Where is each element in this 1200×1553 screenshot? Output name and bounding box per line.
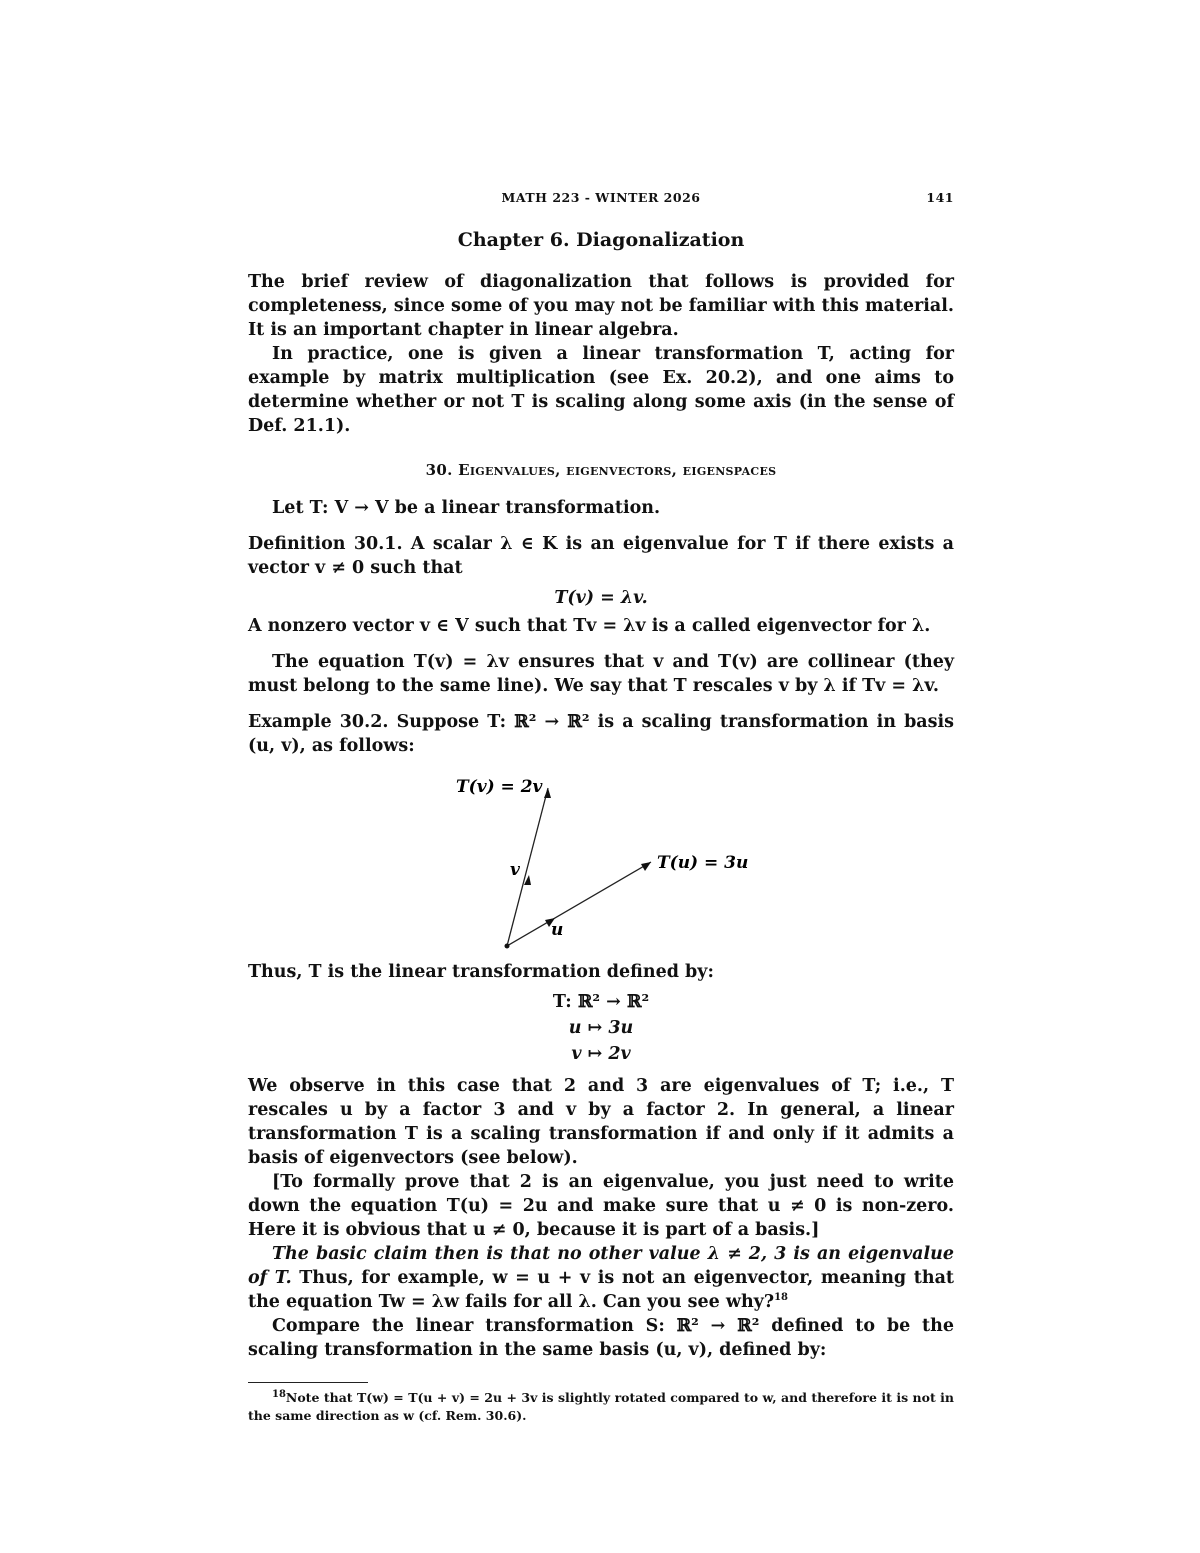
footnote: [248, 1389, 954, 1425]
basic-claim: The basic claim then is that no other value λ ≠ 2, 3 is an eigenvalue of T.: [248, 1244, 954, 1288]
footnote-text: Note that T(w) = T(u + v) = 2u + 3v is slightly rotated compared to w, and therefore it is not in the same direction as w (cf. Rem. 30.6).: [248, 1390, 954, 1423]
remark-paragraph: The equation T(v) = λv ensures that v and T(v) are collinear (they must belong to the same line). We say that T rescales v by λ if Tv = λv.: [248, 652, 954, 696]
running-title: MATH 223 - WINTER 2026: [501, 190, 701, 205]
basic-claim-rest: Thus, for example, w = u + v is not an eigenvector, meaning that the equation Tw = λw fails for all λ. Can you see why?: [248, 1268, 955, 1312]
discussion-paragraph-3: [248, 1242, 954, 1314]
running-header: [248, 180, 954, 210]
section-lead: Let T: V → V be a linear transformation.: [272, 498, 661, 518]
section-title: 30. Eigenvalues, eigenvectors, eigenspaces: [425, 461, 777, 479]
discussion-paragraph-4: Compare the linear transformation S: ℝ² → ℝ² defined to be the scaling transformation in the same basis (u, v), defined by:: [248, 1316, 954, 1360]
footnote-divider: [248, 1382, 368, 1383]
after-figure-lead: Thus, T is the linear transformation defined by:: [248, 962, 714, 982]
label-u: u: [551, 920, 564, 940]
origin-point: [505, 944, 510, 949]
arrow-Tu-icon: [641, 862, 651, 871]
discussion-paragraph-2: [To formally prove that 2 is an eigenvalue, you just need to write down the equation T(u) = 2u and make sure that u ≠ 0 is non-zero. Here it is obvious that u ≠ 0, because it is part of a basis.]: [248, 1172, 954, 1240]
discussion-paragraph-1: We observe in this case that 2 and 3 are eigenvalues of T; i.e., T rescales u by a factor 3 and v by a factor 2. In general, a linear transformation T is a scaling transformation if and only if it admits a basis of eigenvectors (see below).: [248, 1076, 954, 1168]
definition-after: A nonzero vector v ∈ V such that Tv = λv is a called eigenvector for λ.: [248, 616, 931, 636]
example-text: Suppose T: ℝ² → ℝ² is a scaling transformation in basis (u, v), as follows:: [248, 712, 954, 756]
intro-paragraph-2: In practice, one is given a linear transformation T, acting for example by matrix multiplication (see Ex. 20.2), and one aims to determine whether or not T is scaling along some axis (in the sense of Def. 21.1).: [248, 344, 954, 436]
label-Tu: T(u) = 3u: [657, 853, 749, 873]
intro-paragraph-1: The brief review of diagonalization that follows is provided for completeness, since some of you may not be familiar with this material. It is an important chapter in linear algebra.: [248, 272, 954, 340]
line-Tu: [507, 862, 651, 946]
eigenvector-figure: [248, 762, 954, 952]
arrow-Tv-icon: [544, 788, 551, 798]
eigen-equation: T(v) = λv.: [554, 588, 648, 608]
footnote-reference[interactable]: 18: [774, 1292, 789, 1304]
document-page: [248, 180, 954, 1425]
example-label: Example 30.2.: [248, 712, 389, 732]
label-Tv: T(v) = 2v: [456, 777, 543, 797]
mapping-line-2: u ↦ 3u: [568, 1018, 634, 1038]
footnote-mark: 18: [272, 1388, 286, 1400]
label-v: v: [510, 860, 520, 880]
page-number: 141: [926, 190, 954, 205]
definition-text: A scalar λ ∈ K is an eigenvalue for T if there exists a vector v ≠ 0 such that: [248, 534, 954, 578]
chapter-title: Chapter 6. Diagonalization: [457, 229, 745, 251]
definition-block: [248, 532, 954, 580]
mapping-display: [248, 990, 954, 1068]
example-block: [248, 710, 954, 758]
mapping-line-3: v ↦ 2v: [571, 1044, 631, 1064]
mapping-line-1: T: ℝ² → ℝ²: [552, 992, 650, 1012]
definition-label: Definition 30.1.: [248, 534, 403, 554]
figure-svg: [248, 762, 954, 952]
